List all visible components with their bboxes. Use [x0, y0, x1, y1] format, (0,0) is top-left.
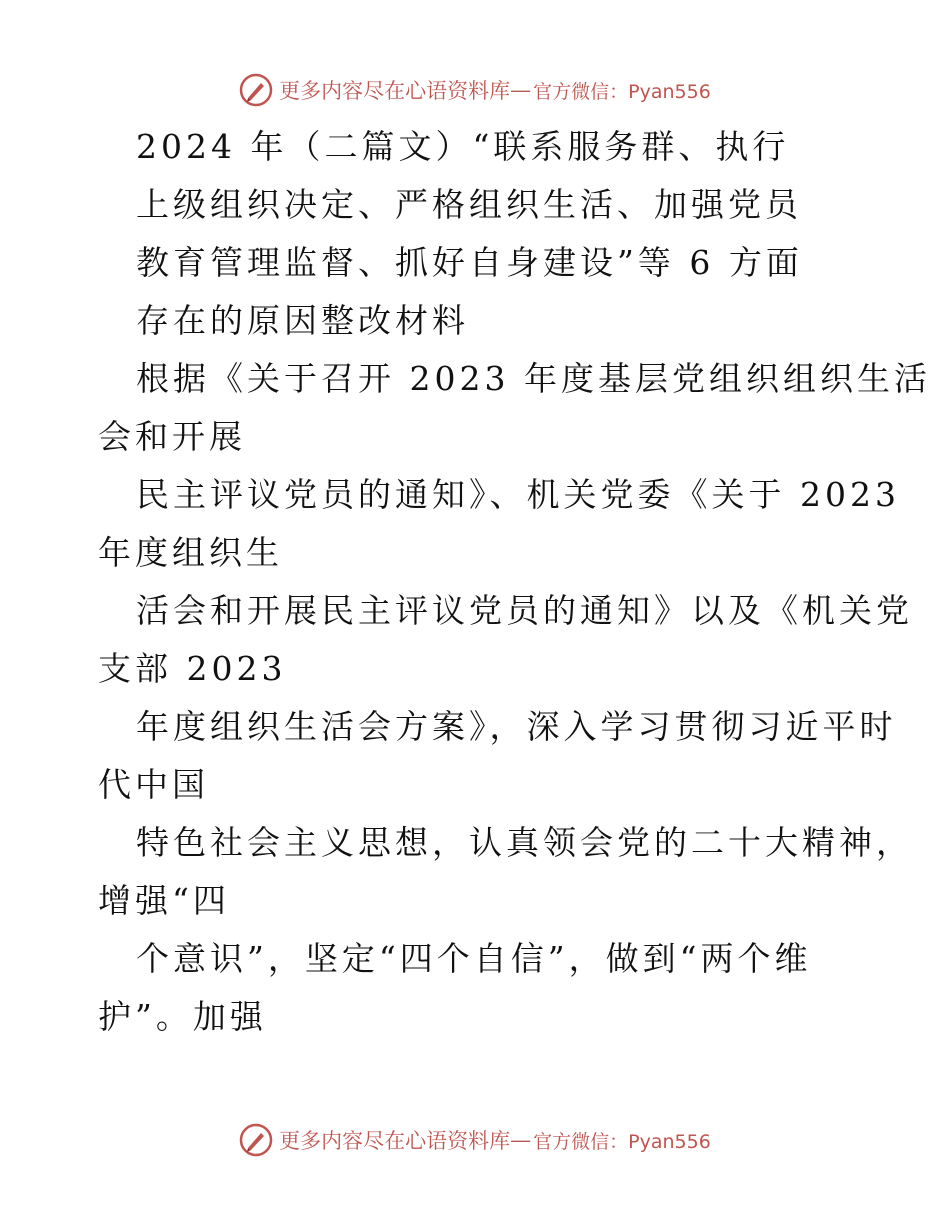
paragraph-line: 年度组织生活会方案》，深入学习贯彻习近平时 — [136, 707, 897, 746]
watermark-dash: — — [510, 1128, 532, 1152]
footer-watermark — [0, 1118, 950, 1162]
document-body — [98, 118, 931, 1046]
paragraph-line: 支部 2023 — [98, 649, 287, 688]
watermark-wechat: 官方微信：Pyan556 — [533, 1130, 711, 1153]
header-watermark — [0, 68, 950, 112]
watermark-title: 更多内容尽在心语资料库 — [279, 79, 511, 103]
pen-logo-icon — [239, 1123, 273, 1157]
watermark-wechat: 官方微信：Pyan556 — [533, 80, 711, 103]
title-line-4: 存在的原因整改材料 — [136, 301, 469, 340]
title-line-3: 教育管理监督、抓好自身建设”等 6 方面 — [136, 243, 803, 282]
paragraph-line: 护”。加强 — [98, 997, 267, 1036]
watermark-title: 更多内容尽在心语资料库 — [279, 1129, 511, 1153]
paragraph-line: 活会和开展民主评议党员的通知》以及《机关党 — [136, 591, 913, 630]
paragraph-line: 特色社会主义思想，认真领会党的二十大精神， — [136, 823, 913, 862]
paragraph-line: 会和开展 — [98, 417, 246, 456]
paragraph-line: 根据《关于召开 2023 年度基层党组织组织生活 — [136, 359, 931, 398]
title-line-2: 上级组织决定、严格组织生活、加强党员 — [136, 185, 802, 224]
paragraph-line: 年度组织生 — [98, 533, 283, 572]
paragraph-line: 增强“四 — [98, 881, 230, 920]
watermark-dash: — — [510, 78, 532, 102]
paragraph-line: 民主评议党员的通知》、机关党委《关于 2023 — [136, 475, 900, 514]
paragraph-line: 个意识”，坚定“四个自信”，做到“两个维 — [136, 939, 812, 978]
pen-logo-icon — [239, 73, 273, 107]
paragraph-line: 代中国 — [98, 765, 209, 804]
title-line-1: 2024 年（二篇文）“联系服务群、执行 — [136, 127, 790, 166]
